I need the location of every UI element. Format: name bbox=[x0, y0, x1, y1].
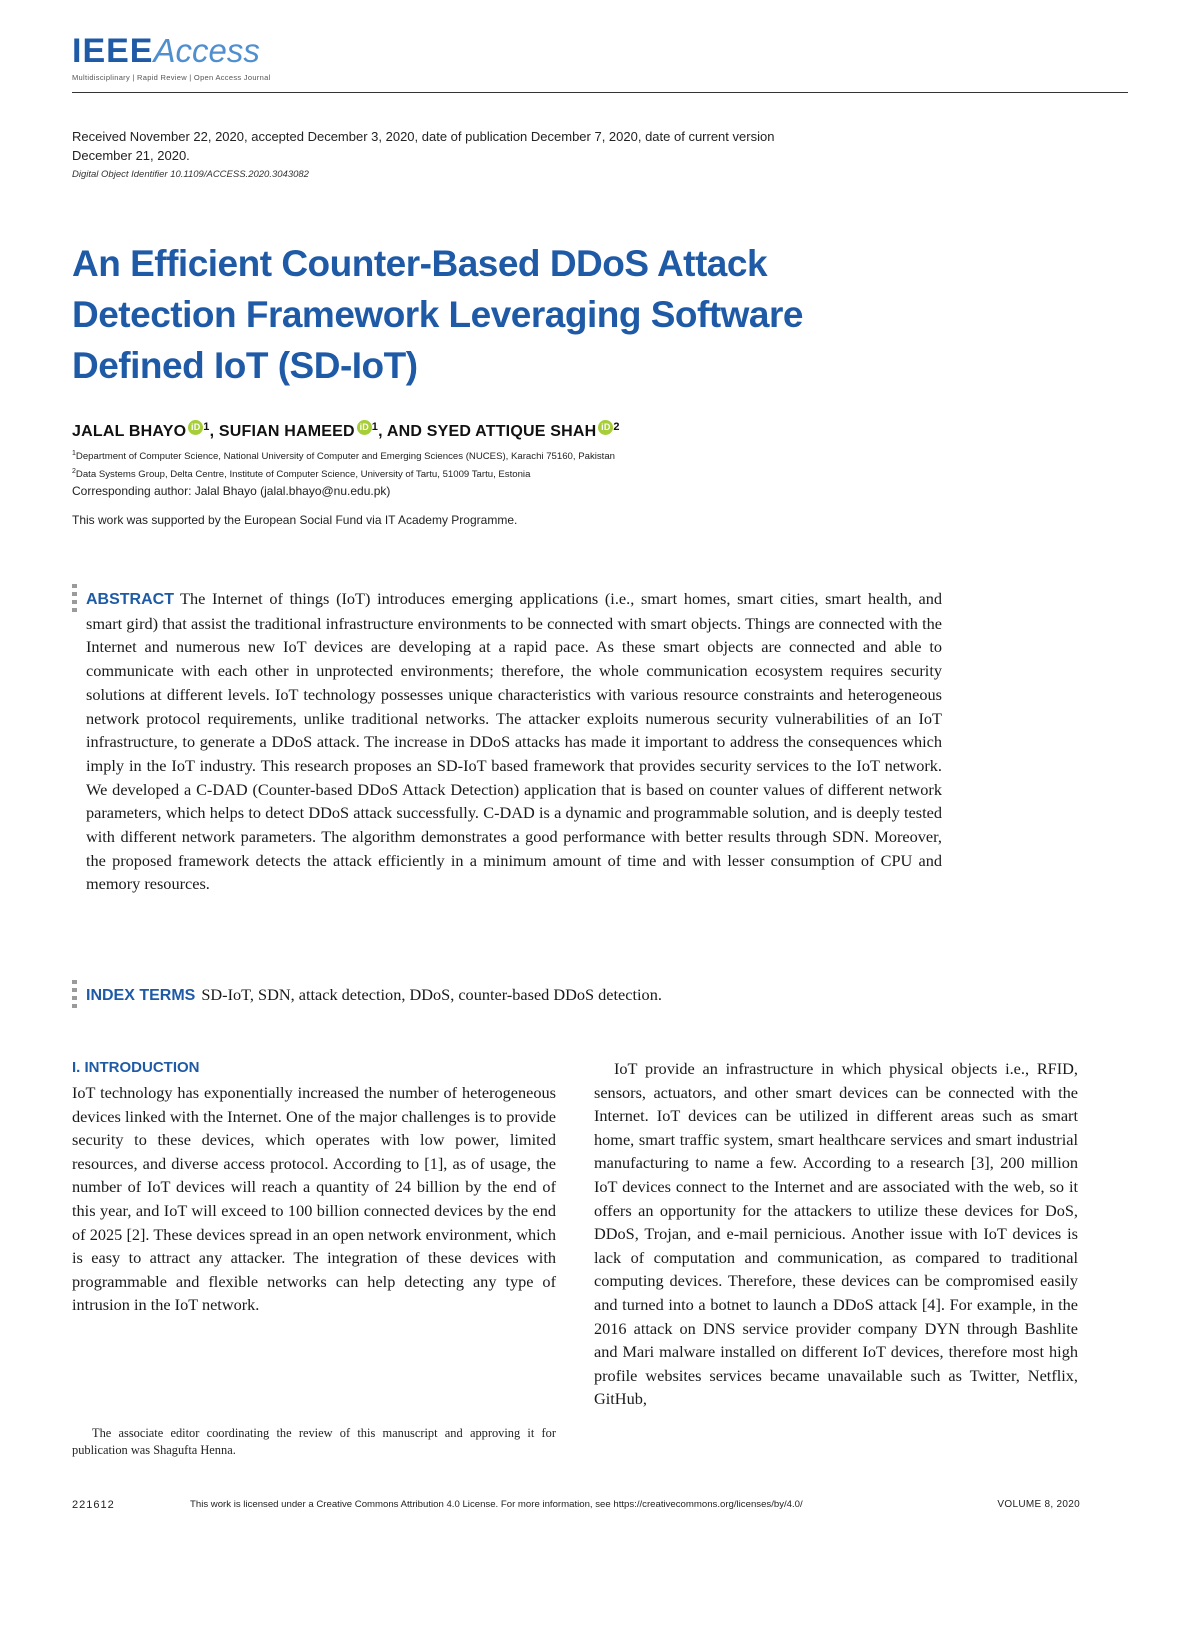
logo-tagline: Multidisciplinary | Rapid Review | Open Access Journal bbox=[72, 73, 271, 82]
logo-access: Access bbox=[153, 32, 260, 69]
logo-ieee: IEEE bbox=[72, 32, 154, 70]
left-column bbox=[72, 1057, 556, 1317]
author-name: SYED ATTIQUE SHAH bbox=[426, 423, 597, 440]
doi[interactable]: Digital Object Identifier 10.1109/ACCESS.2020.3043082 bbox=[72, 169, 309, 180]
abstract bbox=[86, 587, 942, 896]
author-affil-sup: 1 bbox=[203, 421, 210, 433]
affiliation-line: $^2$Data Systems Group, Delta Centre, Institute of Computer Science, University of Tartu, 51009 Tartu, Estonia bbox=[72, 468, 531, 481]
index-terms bbox=[86, 983, 942, 1007]
section-heading: I. INTRODUCTION bbox=[72, 1059, 200, 1076]
intro-paragraph: IoT technology has exponentially increased the number of heterogeneous devices linked with the Internet. One of the major challenges is to provide security to these devices, which operates with low power, limited resources, and diverse access protocol. According to [1], as of usage, the number of IoT devices will reach a quantity of 24 billion by the end of this year, and IoT will exceed to 100 billion connected devices by the end of 2025 [2]. These devices spread in an open network environment, which is easy to attract any attacker. The integration of these devices with programmable and flexible networks can help detecting any type of intrusion in the IoT network. bbox=[72, 1083, 556, 1315]
orcid-icon[interactable]: iD bbox=[188, 420, 203, 435]
affiliation-line: $^1$Department of Computer Science, National University of Computer and Emerging Sciences (NUCES), Karachi 75160, Pakistan bbox=[72, 450, 616, 463]
affiliations bbox=[72, 446, 615, 482]
journal-logo bbox=[72, 32, 271, 82]
author-separator: , AND bbox=[378, 423, 427, 440]
funding-note: This work was supported by the European Social Fund via IT Academy Programme. bbox=[72, 513, 518, 527]
volume-label: VOLUME 8, 2020 bbox=[997, 1499, 1080, 1510]
abstract-margin-marker bbox=[72, 584, 77, 612]
orcid-icon[interactable]: iD bbox=[357, 420, 372, 435]
orcid-icon[interactable]: iD bbox=[598, 420, 613, 435]
index-terms-text: SD-IoT, SDN, attack detection, DDoS, counter-based DDoS detection. bbox=[201, 985, 662, 1004]
author-separator: , bbox=[209, 423, 219, 440]
abstract-label: ABSTRACT bbox=[86, 591, 174, 608]
index-terms-margin-marker bbox=[72, 980, 77, 1008]
abstract-text: The Internet of things (IoT) introduces emerging applications (i.e., smart homes, smart cities, smart health, and smart gird) that assist the traditional infrastructure environments to be connected with smart objects. Things are connected with the Internet and numerous new IoT devices are developing at a rapid pace. As these smart objects are connected and able to communicate with each other in unprotected environments; therefore, the whole communication ecosystem requires security solutions at different levels. IoT technology possesses unique characteristics with various resource constraints and heterogeneous network protocol requirements, unlike traditional networks. The attacker exploits numerous security vulnerabilities of an IoT infrastructure, to generate a DDoS attack. The increase in DDoS attacks has made it important to address the consequences which imply in the IoT industry. This research proposes an SD-IoT based framework that provides security services to the IoT network. We developed a C-DAD (Counter-based DDoS Attack Detection) application that is based on counter values of different network parameters, which helps to detect DDoS attack successfully. C-DAD is a dynamic and programmable solution, and is deeply tested with different network parameters. The algorithm demonstrates a good performance with better results through SDN. Moreover, the proposed framework detects the attack efficiently in a minimum amount of time and with lesser consumption of CPU and memory resources. bbox=[86, 589, 942, 894]
author-list bbox=[72, 420, 620, 441]
paper-title: An Efficient Counter-Based DDoS Attack Detection Framework Leveraging Software Defined IoT (SD-IoT) bbox=[72, 243, 803, 386]
editor-footnote: The associate editor coordinating the review of this manuscript and approving it for publication was Shagufta Henna. bbox=[72, 1426, 556, 1457]
author-name: JALAL BHAYO bbox=[72, 423, 187, 440]
header-divider bbox=[72, 92, 1128, 93]
index-terms-label: INDEX TERMS bbox=[86, 987, 196, 1004]
right-column bbox=[594, 1057, 1078, 1411]
author-affil-sup: 2 bbox=[613, 421, 620, 433]
page-number: 221612 bbox=[72, 1499, 115, 1511]
license-note[interactable]: This work is licensed under a Creative Commons Attribution 4.0 License. For more information, see https://creativecommons.org/licenses/by/4.0/ bbox=[190, 1499, 803, 1510]
author-name: SUFIAN HAMEED bbox=[218, 423, 355, 440]
author-affil-sup: 1 bbox=[371, 421, 379, 433]
received-dates: Received November 22, 2020, accepted December 3, 2020, date of publication December 7, 2020, date of current version December 21, 2020. bbox=[72, 129, 775, 163]
intro-paragraph: IoT provide an infrastructure in which physical objects i.e., RFID, sensors, actuators, and other smart devices can be connected with the Internet. IoT devices can be utilized in different areas such as smart home, smart traffic system, smart healthcare services and smart industrial manufacturing to name a few. According to a research [3], 200 million IoT devices connect to the Internet and are associated with the web, so it offers an opportunity for the attackers to utilize these devices for DoS, DDoS, Trojan, and e-mail pernicious. Another issue with IoT devices is lack of computation and communication, as compared to traditional computing devices. Therefore, these devices can be compromised easily and turned into a botnet to launch a DDoS attack [4]. For example, in the 2016 attack on DNS service provider company DYN through Bashlite and Mari malware installed on different IoT devices, therefore most high profile websites services became unavailable such as Twitter, Netflix, GitHub, bbox=[594, 1059, 1078, 1409]
corresponding-author: Corresponding author: Jalal Bhayo (jalal.bhayo@nu.edu.pk) bbox=[72, 484, 391, 498]
